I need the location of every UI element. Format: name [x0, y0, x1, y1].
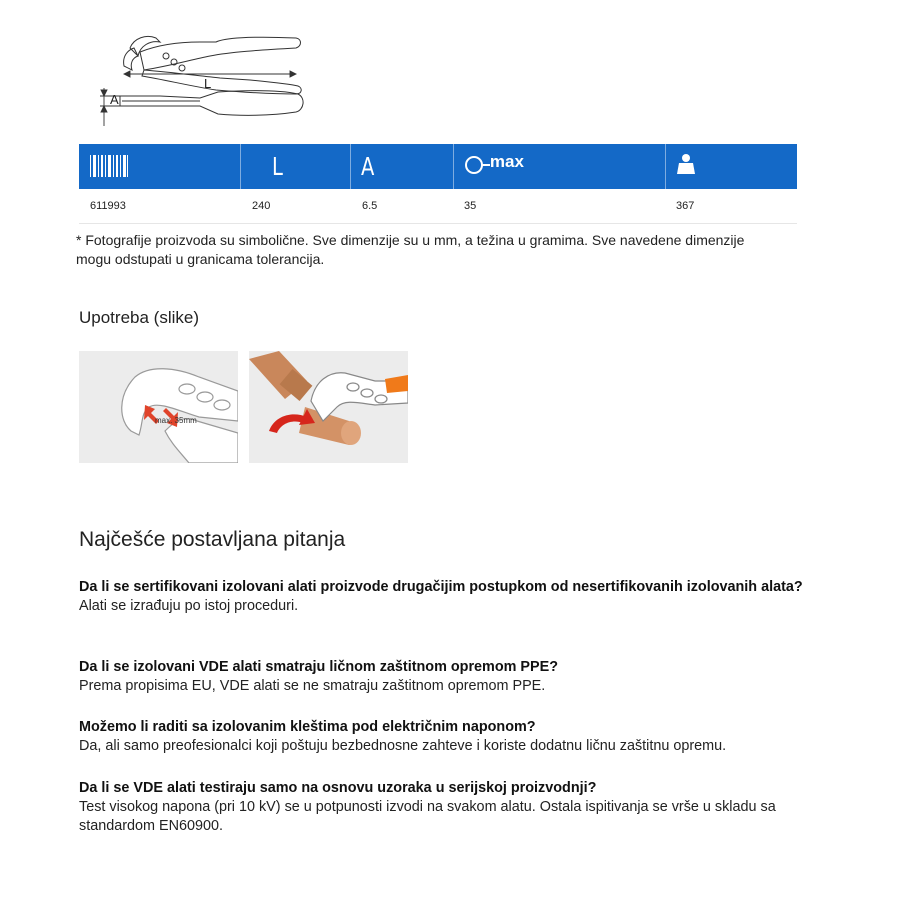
- faq-answer: Prema propisima EU, VDE alati se ne smatraju zaštitnom opremom PPE.: [79, 678, 546, 694]
- cell-weight: 367: [676, 200, 695, 212]
- cell-length: 240: [252, 200, 271, 212]
- header-code: [79, 144, 241, 189]
- usage-title: Upotreba (slike): [79, 308, 199, 327]
- faq-answer: Alati se izrađuju po istoj proceduri.: [79, 598, 299, 614]
- spec-table-row: [79, 189, 797, 224]
- faq-question: Da li se izolovani VDE alati smatraju ličnom zaštitnom opremom PPE?: [79, 659, 559, 675]
- header-length: [241, 144, 351, 189]
- faq-title: Najčešće postavljana pitanja: [79, 528, 346, 551]
- header-a-label: A: [361, 152, 375, 181]
- cell-a: 6.5: [362, 200, 378, 212]
- faq-item: [79, 578, 819, 616]
- header-max-opening: [454, 144, 666, 189]
- weight-icon: [676, 153, 696, 180]
- spec-table: [79, 144, 797, 224]
- faq-answer: Test visokog napona (pri 10 kV) se u potpunosti izvodi na svakom alatu. Ostala ispitivanja se vrše u skladu sa standardom EN60900.: [79, 799, 776, 834]
- faq-answer: Da, ali samo preofesionalci koji poštuju bezbednosne zahteve i koriste dodatnu ličnu zaštitnu opremu.: [79, 738, 727, 754]
- faq-item: [79, 718, 819, 756]
- barcode-icon: [90, 155, 128, 182]
- header-length-label: L: [272, 152, 283, 181]
- faq-question: Možemo li raditi sa izolovanim kleštima pod električnim naponom?: [79, 719, 536, 735]
- faq-item: [79, 779, 819, 836]
- height-label: A: [110, 92, 119, 107]
- faq-question: Da li se VDE alati testiraju samo na osnovu uzoraka u serijskoj proizvodnji?: [79, 780, 597, 796]
- length-label: L: [204, 76, 212, 91]
- header-a: [351, 144, 453, 189]
- dimension-note: * Fotografije proizvoda su simbolične. Sve dimenzije su u mm, a težina u gramima. Sve navedene dimenzije mogu odstupati u granicama tolerancija.: [76, 232, 745, 267]
- usage-image-pipe-grip[interactable]: [249, 351, 408, 463]
- cell-code: 611993: [90, 200, 126, 212]
- spec-table-header: [79, 144, 797, 189]
- max-opening-label: max. 35mm: [155, 416, 197, 425]
- faq-question: Da li se sertifikovani izolovani alati proizvode drugačijim postupkom od nesertifikovanih izolovanih alata?: [79, 579, 803, 595]
- pliers-dimension-diagram: [100, 26, 310, 130]
- usage-image-max-opening[interactable]: [79, 351, 238, 463]
- faq-item: [79, 658, 819, 696]
- header-max-label: max: [489, 152, 524, 171]
- jaw-opening-icon: [464, 154, 490, 181]
- header-weight: [666, 144, 797, 189]
- cell-max-opening: 35: [464, 200, 477, 212]
